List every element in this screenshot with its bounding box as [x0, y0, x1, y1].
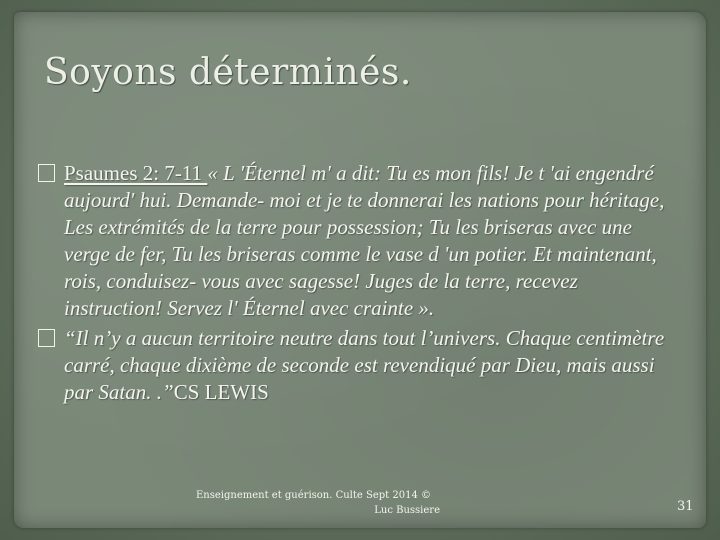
- bullet-psalm: [38, 160, 678, 322]
- bullet-quote: [38, 325, 678, 406]
- bullet-box-icon: [38, 329, 55, 347]
- footer-line-1: Enseignement et guérison. Culte Sept 2014 ©: [196, 490, 431, 501]
- quote-text: “Il n’y a aucun territoire neutre dans tout l’univers. Chaque centimètre carré, chaque dixième de seconde est revendiqué par Dieu, mais aussi par Satan. .”: [64, 326, 665, 404]
- page-number: 31: [677, 499, 694, 514]
- scripture-reference: Psaumes 2: 7-11: [64, 161, 208, 185]
- bullet-box-icon: [38, 164, 55, 182]
- slide-footer: [196, 488, 452, 518]
- quote-author: CS LEWIS: [173, 380, 269, 404]
- footer-line-2: Luc Bussiere: [374, 505, 440, 516]
- scripture-text: « L 'Éternel m' a dit: Tu es mon fils! Je t 'ai engendré aujourd' hui. Demande- moi et je te donnerai les nations pour héritage, Les extrémités de la terre pour possession; Tu les briseras avec une verge de fer, Tu les briseras comme le vase d 'un potier. Et maintenant, rois, conduisez- vous avec sagesse! Juges de la terre, recevez instruction! Servez l' Éternel avec crainte ».: [64, 161, 665, 320]
- slide-title: Soyons déterminés.: [44, 52, 412, 93]
- slide-body: [38, 160, 678, 409]
